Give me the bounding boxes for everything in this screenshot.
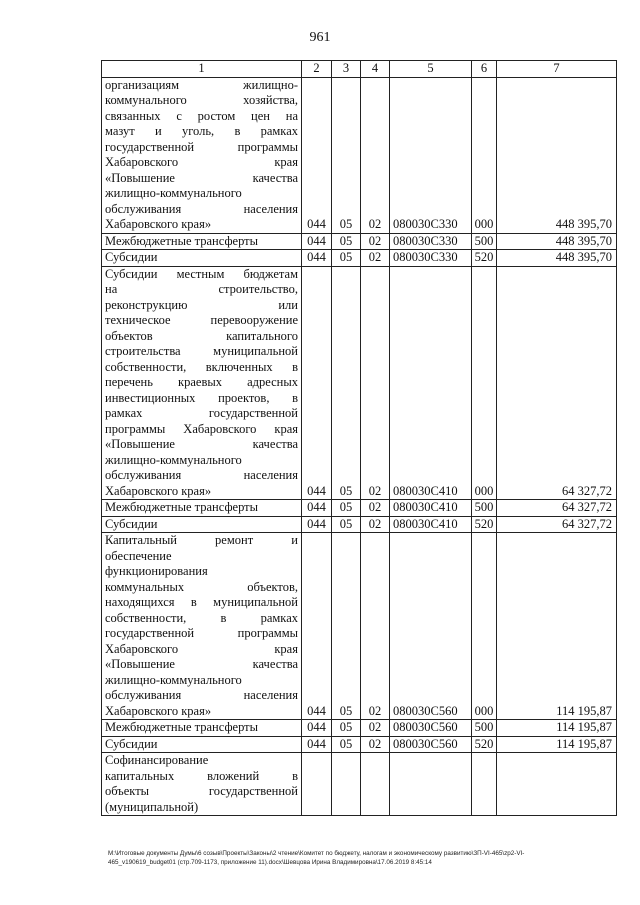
description-line: Межбюджетные трансферты	[105, 500, 259, 514]
amount-cell: 448 395,70	[497, 250, 617, 267]
description-line: обеспечение	[105, 548, 172, 563]
description-line: Софинансирование	[105, 753, 209, 767]
target-article-cell: 080030С560	[390, 533, 472, 720]
admin-code-cell: 044	[302, 720, 332, 737]
target-article-cell	[390, 753, 472, 816]
admin-code-cell: 044	[302, 533, 332, 720]
target-article-cell: 080030С560	[390, 736, 472, 753]
description-line: собственности, в рамках	[105, 610, 298, 625]
description-line: мазут и уголь, в рамках	[105, 124, 298, 138]
target-article-cell: 080030С330	[390, 250, 472, 267]
expense-type-cell: 000	[472, 266, 497, 500]
target-article-cell: 080030С330	[390, 233, 472, 250]
description-line: обслуживания населения	[105, 468, 298, 482]
section-code-cell: 05	[332, 77, 361, 233]
header-cell: 5	[390, 61, 472, 78]
description-line: Субсидии	[105, 516, 158, 531]
subsection-code-cell: 02	[361, 516, 390, 533]
target-article-cell: 080030С560	[390, 720, 472, 737]
expense-type-cell	[472, 753, 497, 816]
description-line: Субсидии	[105, 250, 158, 264]
footer-file-line: 465_v190619_budget01 (стр.709-1173, приложение 11).docx\Шевцова Ирина Владимировна\17.06.2019 8:45:14	[108, 859, 432, 866]
description-line: строительства муниципальной	[105, 344, 298, 358]
description-line: Хабаровского края»	[105, 483, 212, 498]
section-code-cell: 05	[332, 533, 361, 720]
description-line: собственности, включенных в	[105, 359, 298, 374]
amount-cell: 114 195,87	[497, 736, 617, 753]
expense-type-cell: 000	[472, 77, 497, 233]
description-line: капитальных вложений в	[105, 768, 298, 783]
table-header-row	[102, 61, 617, 78]
description-line: (муниципальной)	[105, 799, 199, 814]
amount-cell: 114 195,87	[497, 533, 617, 720]
row-description	[102, 753, 302, 816]
description-line: техническое перевооружение	[105, 313, 298, 327]
header-cell: 7	[497, 61, 617, 78]
description-line: жилищно-коммунального	[105, 452, 242, 467]
description-line: «Повышение качества	[105, 657, 298, 671]
description-line: жилищно-коммунального	[105, 186, 242, 200]
section-code-cell: 05	[332, 250, 361, 267]
description-line: перечень краевых адресных	[105, 375, 298, 389]
description-line: программы Хабаровского края	[105, 421, 298, 436]
table-row	[102, 500, 617, 517]
target-article-cell: 080030С410	[390, 500, 472, 517]
expense-type-cell: 500	[472, 720, 497, 737]
description-line: объектов капитального	[105, 328, 298, 343]
amount-cell: 64 327,72	[497, 266, 617, 500]
description-line: коммунальных объектов,	[105, 579, 298, 594]
target-article-cell: 080030С410	[390, 516, 472, 533]
table-row	[102, 516, 617, 533]
header-cell: 2	[302, 61, 332, 78]
row-description	[102, 77, 302, 233]
description-line: жилищно-коммунального	[105, 672, 242, 687]
admin-code-cell: 044	[302, 266, 332, 500]
subsection-code-cell: 02	[361, 736, 390, 753]
expense-type-cell: 500	[472, 233, 497, 250]
table-row	[102, 720, 617, 737]
admin-code-cell: 044	[302, 516, 332, 533]
target-article-cell: 080030С330	[390, 77, 472, 233]
expense-type-cell: 500	[472, 500, 497, 517]
subsection-code-cell: 02	[361, 266, 390, 500]
header-cell: 6	[472, 61, 497, 78]
section-code-cell: 05	[332, 736, 361, 753]
header-cell: 1	[102, 61, 302, 78]
row-description	[102, 250, 302, 267]
admin-code-cell: 044	[302, 77, 332, 233]
description-line: Капитальный ремонт и	[105, 533, 298, 547]
subsection-code-cell: 02	[361, 77, 390, 233]
section-code-cell: 05	[332, 720, 361, 737]
subsection-code-cell: 02	[361, 250, 390, 267]
table-row	[102, 250, 617, 267]
row-description	[102, 500, 302, 517]
row-description	[102, 533, 302, 720]
target-article-cell: 080030С410	[390, 266, 472, 500]
description-line: находящихся в муниципальной	[105, 595, 298, 609]
page-number: 961	[309, 30, 331, 45]
subsection-code-cell: 02	[361, 533, 390, 720]
section-code-cell	[332, 753, 361, 816]
description-line: Субсидии	[105, 736, 158, 751]
description-line: на строительство,	[105, 282, 298, 296]
description-line: функционирования	[105, 564, 208, 578]
amount-cell: 64 327,72	[497, 516, 617, 533]
description-line: государственной программы	[105, 139, 298, 154]
section-code-cell: 05	[332, 500, 361, 517]
amount-cell: 448 395,70	[497, 77, 617, 233]
description-line: реконструкцию или	[105, 297, 298, 312]
description-line: Хабаровского края»	[105, 217, 212, 231]
header-cell: 4	[361, 61, 390, 78]
subsection-code-cell: 02	[361, 720, 390, 737]
table-row	[102, 266, 617, 500]
admin-code-cell	[302, 753, 332, 816]
amount-cell: 448 395,70	[497, 233, 617, 250]
description-line: «Повышение качества	[105, 170, 298, 185]
table-row	[102, 233, 617, 250]
description-line: организациям жилищно-	[105, 77, 298, 92]
subsection-code-cell	[361, 753, 390, 816]
description-line: Хабаровского края	[105, 641, 298, 656]
row-description	[102, 266, 302, 500]
description-line: Межбюджетные трансферты	[105, 720, 259, 734]
section-code-cell: 05	[332, 233, 361, 250]
table-row	[102, 77, 617, 233]
description-line: рамках государственной	[105, 406, 298, 420]
description-line: коммунального хозяйства,	[105, 93, 298, 107]
footer-path-line: M:\Итоговые документы Думы\6 созыв\Проекты\Законы\2 чтение\Комитет по бюджету, налогам и экономическому развитию\ЗП-VI-465\zp2-VI-	[108, 850, 525, 857]
description-line: объекты государственной	[105, 784, 298, 798]
row-description	[102, 720, 302, 737]
section-code-cell: 05	[332, 516, 361, 533]
description-line: обслуживания населения	[105, 201, 298, 216]
description-line: Хабаровского края»	[105, 703, 212, 718]
table-row	[102, 736, 617, 753]
expense-type-cell: 520	[472, 250, 497, 267]
description-line: инвестиционных проектов, в	[105, 390, 298, 405]
subsection-code-cell: 02	[361, 500, 390, 517]
expense-type-cell: 000	[472, 533, 497, 720]
row-description	[102, 516, 302, 533]
budget-table	[101, 60, 617, 816]
admin-code-cell: 044	[302, 500, 332, 517]
admin-code-cell: 044	[302, 233, 332, 250]
header-cell: 3	[332, 61, 361, 78]
expense-type-cell: 520	[472, 736, 497, 753]
section-code-cell: 05	[332, 266, 361, 500]
description-line: Субсидии местным бюджетам	[105, 266, 298, 281]
amount-cell	[497, 753, 617, 816]
description-line: Хабаровского края	[105, 155, 298, 169]
description-line: государственной программы	[105, 626, 298, 640]
admin-code-cell: 044	[302, 736, 332, 753]
description-line: связанных с ростом цен на	[105, 108, 298, 123]
table-row	[102, 753, 617, 816]
subsection-code-cell: 02	[361, 233, 390, 250]
description-line: обслуживания населения	[105, 688, 298, 702]
admin-code-cell: 044	[302, 250, 332, 267]
amount-cell: 114 195,87	[497, 720, 617, 737]
row-description	[102, 233, 302, 250]
description-line: «Повышение качества	[105, 437, 298, 451]
table-row	[102, 533, 617, 720]
expense-type-cell: 520	[472, 516, 497, 533]
row-description	[102, 736, 302, 753]
description-line: Межбюджетные трансферты	[105, 233, 259, 248]
document-footer	[108, 849, 616, 867]
amount-cell: 64 327,72	[497, 500, 617, 517]
